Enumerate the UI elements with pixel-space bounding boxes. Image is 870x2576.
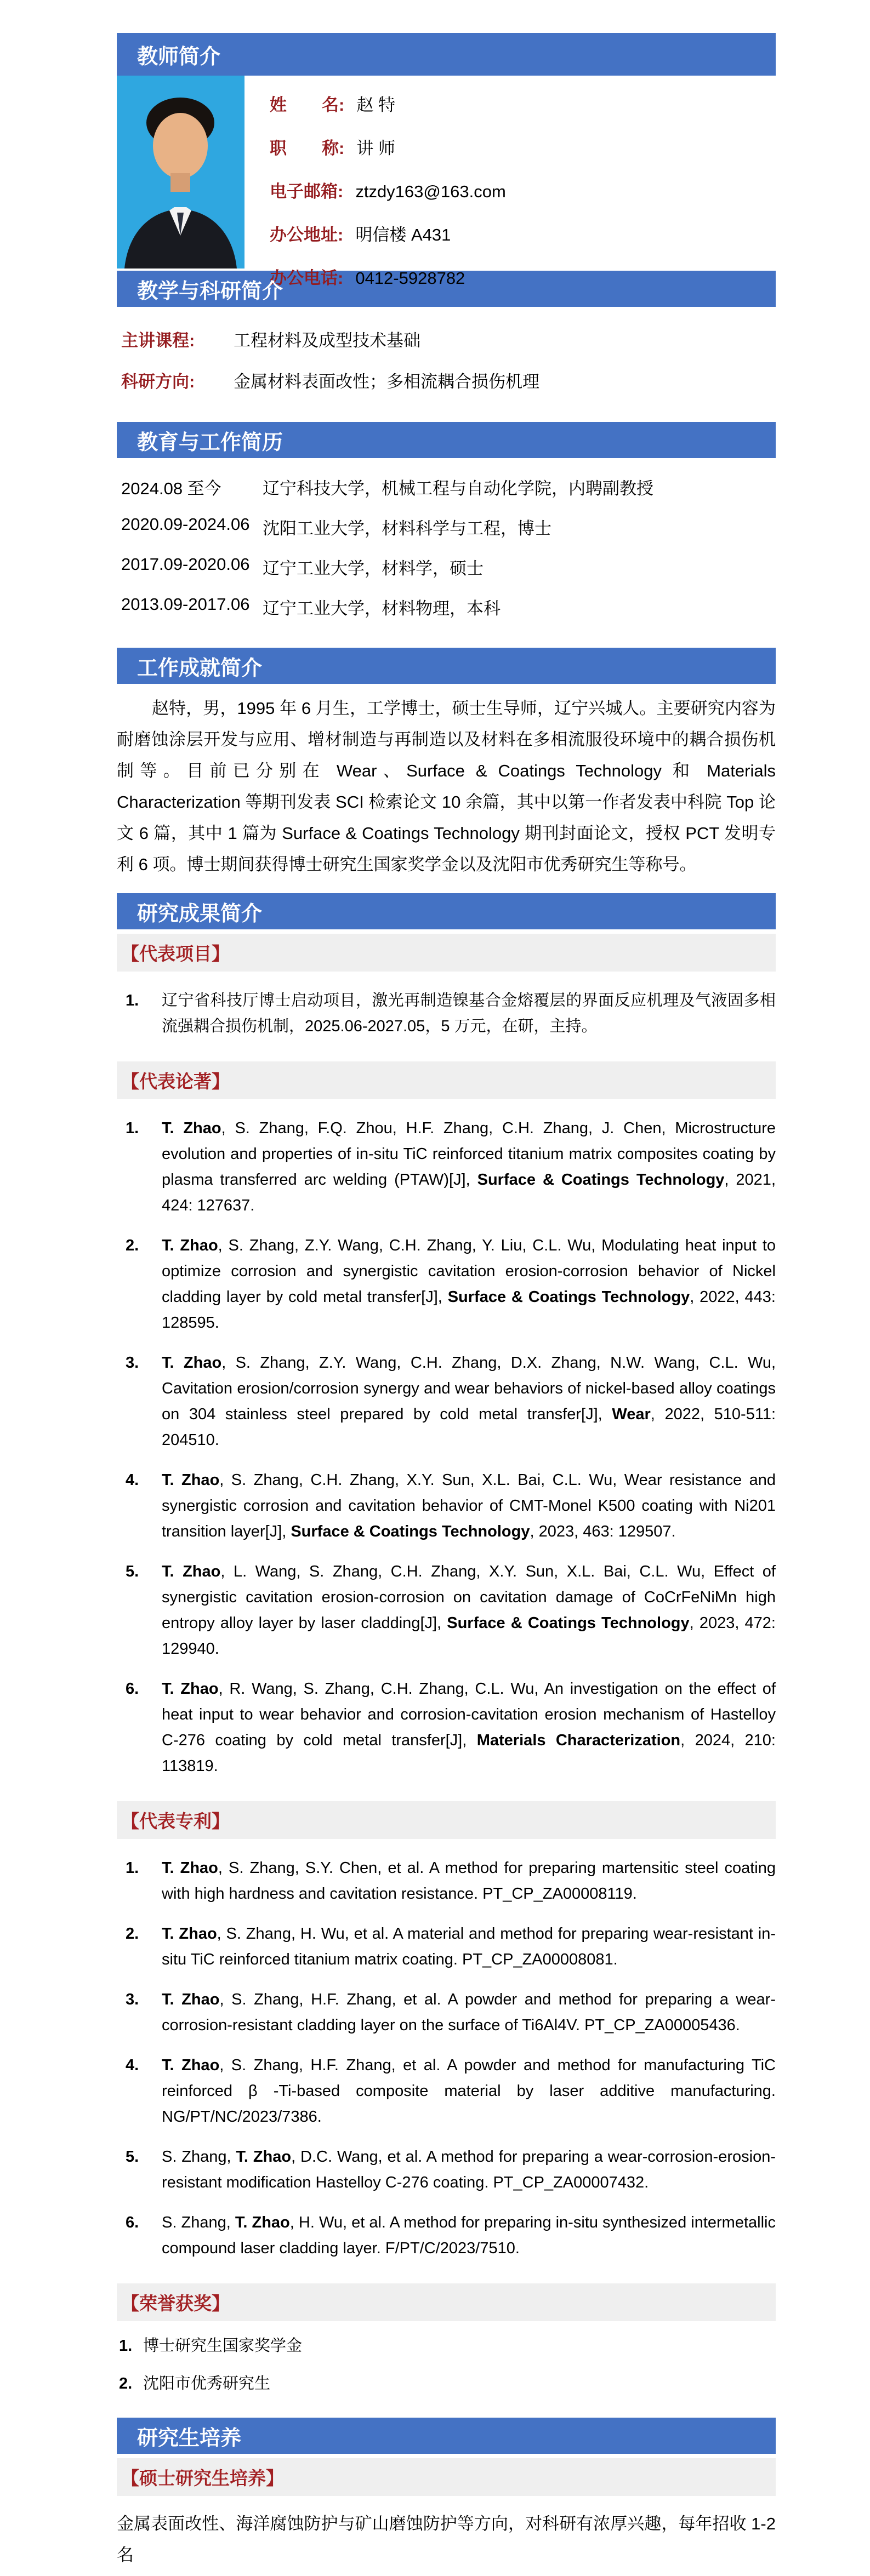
field-label: 办公地址	[270, 225, 338, 244]
item-number: 1.	[126, 1859, 139, 1877]
item-text: S. Zhang, T. Zhao, H. Wu, et al. A method for preparing in-situ synthesized intermetallic compound laser cladding layer. F/PT/C/2023/7510.	[162, 2214, 776, 2257]
field-value: 0412-5928782	[355, 269, 465, 288]
item-text: T. Zhao, S. Zhang, H.F. Zhang, et al. A powder and method for manufacturing TiC reinforced β -Ti-based composite material by laser additive manufacturing. NG/PT/NC/2023/7386.	[162, 2057, 776, 2126]
section-title: 研究生培养	[137, 2426, 242, 2450]
section-header-education-work	[117, 422, 776, 458]
teaching-row-research-direction	[121, 368, 776, 392]
field-email	[270, 178, 506, 202]
item-text: 辽宁省科技厅博士启动项目，激光再制造镍基合金熔覆层的界面反应机理及气液固多相流强耦合损伤机制，2025.06-2027.05，5 万元，在研，主持。	[162, 992, 776, 1035]
education-section	[117, 458, 776, 642]
subsection-title: 【代表专利】	[121, 1811, 230, 1831]
project-item	[117, 988, 776, 1039]
item-number: 3.	[126, 1991, 139, 2008]
section-header-graduate-training	[117, 2418, 776, 2454]
education-detail: 辽宁工业大学，材料学，硕士	[263, 559, 484, 578]
education-row	[121, 515, 776, 539]
row-label: 科研方向:	[121, 372, 195, 391]
item-text: T. Zhao, S. Zhang, Z.Y. Wang, C.H. Zhang, D.X. Zhang, N.W. Wang, C.L. Wu, Cavitation erosion/corrosion synergy and wear behaviors of nickel-based alloy coatings on 304 stainless steel prepared by cold metal transfer[J], Wear, 2022, 510-511: 204510.	[162, 1354, 776, 1449]
subsection-header-projects	[117, 934, 776, 972]
item-number: 5.	[126, 1563, 139, 1580]
field-colon: :	[338, 269, 344, 288]
education-period: 2024.08 至今	[121, 479, 221, 498]
item-text: T. Zhao, L. Wang, S. Zhang, C.H. Zhang, X.Y. Sun, X.L. Bai, C.L. Wu, Effect of synergistic cavitation erosion-corrosion on cavitation damage of CoCrFeNiMn high entropy alloy layer by laser cladding[J], Surface & Coatings Technology, 2023, 472: 129940.	[162, 1563, 776, 1658]
item-number: 2.	[126, 1925, 139, 1943]
item-text: T. Zhao, S. Zhang, F.Q. Zhou, H.F. Zhang, C.H. Zhang, J. Chen, Microstructure evolution and properties of in-situ TiC reinforced titanium matrix composites coating by plasma transferred arc welding (PTAW)[J], Surface & Coatings Technology, 2021, 424: 127637.	[162, 1119, 776, 1214]
teaching-row-courses	[121, 327, 776, 351]
item-number: 6.	[126, 2214, 139, 2231]
publication-item	[117, 1467, 776, 1545]
field-colon: :	[339, 95, 345, 115]
section-title: 教学与科研简介	[137, 279, 283, 303]
subsection-title: 【硕士研究生培养】	[121, 2468, 284, 2488]
subsection-title: 【代表项目】	[121, 944, 230, 964]
field-colon: :	[338, 225, 344, 244]
honor-item	[117, 2333, 776, 2359]
achievements-paragraph: 赵特，男，1995 年 6 月生，工学博士，硕士生导师，辽宁兴城人。主要研究内容为耐磨蚀涂层开发与应用、增材制造与再制造以及材料在多相流服役环境中的耦合损伤机制等。目前已分别在 Wear、Surface & Coatings Technology 和 Materials Characterization 等期刊发表 SCI 检索论文 10 余篇，其中以第一作者发表中科院 Top 论文 6 篇，其中 1 篇为 Surface & Coatings Technology 期刊封面论文，授权 PCT 发明专利 6 项。博士期间获得博士研究生国家奖学金以及沈阳市优秀研究生等称号。	[117, 699, 776, 874]
item-number: 5.	[126, 2148, 139, 2166]
item-number: 1.	[119, 2337, 133, 2355]
patents-list	[117, 1839, 776, 2279]
field-value: 讲 师	[356, 139, 395, 158]
section-header-research-results	[117, 893, 776, 929]
field-office-address	[270, 221, 506, 245]
subsection-header-honors	[117, 2283, 776, 2321]
field-colon: :	[338, 182, 344, 201]
field-value: 赵 特	[356, 95, 395, 115]
education-row	[121, 555, 776, 579]
section-title: 教师简介	[137, 45, 221, 68]
section-header-teacher-intro	[117, 33, 776, 76]
item-number: 6.	[126, 1680, 139, 1698]
field-value: ztzdy163@163.com	[355, 182, 506, 201]
field-office-phone	[270, 264, 506, 289]
patent-item	[117, 2210, 776, 2261]
education-period: 2020.09-2024.06	[121, 515, 250, 534]
row-value: 金属材料表面改性；多相流耦合损伤机理	[234, 372, 539, 391]
field-label: 职称	[270, 139, 339, 158]
item-number: 4.	[126, 1471, 139, 1489]
publication-item	[117, 1350, 776, 1453]
field-label: 电子邮箱	[270, 182, 338, 201]
education-row	[121, 595, 776, 619]
subsection-title: 【荣誉获奖】	[121, 2293, 230, 2314]
publication-item	[117, 1676, 776, 1779]
education-detail: 沈阳工业大学，材料科学与工程，博士	[263, 519, 551, 538]
education-detail: 辽宁科技大学，机械工程与自动化学院，内聘副教授	[263, 479, 653, 498]
item-number: 1.	[126, 992, 139, 1009]
field-label: 姓名	[270, 95, 339, 115]
education-period: 2017.09-2020.06	[121, 555, 250, 574]
subsection-header-patents	[117, 1801, 776, 1839]
master-training-paragraph: 金属表面改性、海洋腐蚀防护与矿山磨蚀防护等方向，对科研有浓厚兴趣，每年招收 1-2 名	[117, 2514, 776, 2564]
teaching-section	[117, 307, 776, 416]
education-row	[121, 475, 776, 499]
field-label: 办公电话	[270, 269, 338, 288]
patent-item	[117, 1855, 776, 1907]
faculty-profile-page	[117, 33, 776, 2571]
item-text: T. Zhao, R. Wang, S. Zhang, C.H. Zhang, C.L. Wu, An investigation on the effect of heat input to wear behavior and corrosion-cavitation erosion mechanism of Hastelloy C-276 coating by cold metal transfer[J], Materials Characterization, 2024, 210: 113819.	[162, 1680, 776, 1775]
education-period: 2013.09-2017.06	[121, 595, 250, 614]
item-text: T. Zhao, S. Zhang, C.H. Zhang, X.Y. Sun, X.L. Bai, C.L. Wu, Wear resistance and synergistic corrosion and cavitation behavior of CMT-Monel K500 coating with Ni201 transition layer[J], Surface & Coatings Technology, 2023, 463: 129507.	[162, 1471, 776, 1540]
publication-item	[117, 1116, 776, 1219]
publication-item	[117, 1233, 776, 1336]
projects-list	[117, 972, 776, 1057]
item-text: S. Zhang, T. Zhao, D.C. Wang, et al. A method for preparing a wear-corrosion-erosion-resistant modification Hastelloy C-276 coating. PT_CP_ZA00007432.	[162, 2148, 776, 2191]
section-header-achievements	[117, 648, 776, 684]
patent-item	[117, 1987, 776, 2038]
item-text: T. Zhao, S. Zhang, H. Wu, et al. A material and method for preparing wear-resistant in-situ TiC reinforced titanium matrix coating. PT_CP_ZA00008081.	[162, 1925, 776, 1968]
honors-list	[117, 2321, 776, 2412]
field-name	[270, 91, 506, 116]
portrait-image	[117, 76, 244, 269]
subsection-header-publications	[117, 1061, 776, 1099]
section-title: 研究成果简介	[137, 902, 263, 926]
item-number: 2.	[126, 1237, 139, 1254]
row-label: 主讲课程:	[121, 331, 195, 350]
publication-item	[117, 1559, 776, 1662]
profile-photo	[117, 76, 244, 269]
field-colon: :	[339, 139, 345, 158]
item-text: 沈阳市优秀研究生	[143, 2375, 271, 2392]
subsection-title: 【代表论著】	[121, 1071, 230, 1092]
item-text: T. Zhao, S. Zhang, Z.Y. Wang, C.H. Zhang, Y. Liu, C.L. Wu, Modulating heat input to optimize corrosion and synergistic cavitation erosion-corrosion behavior of Nickel cladding layer by cold metal transfer[J], Surface & Coatings Technology, 2022, 443: 128595.	[162, 1237, 776, 1332]
patent-item	[117, 2144, 776, 2196]
profile-info	[270, 76, 506, 288]
item-text: T. Zhao, S. Zhang, H.F. Zhang, et al. A powder and method for preparing a wear-corrosion-resistant cladding layer on the surface of Ti6Al4V. PT_CP_ZA00005436.	[162, 1991, 776, 2034]
subsection-header-master-training	[117, 2458, 776, 2496]
item-number: 3.	[126, 1354, 139, 1372]
field-value: 明信楼 A431	[355, 225, 451, 244]
item-number: 4.	[126, 2057, 139, 2074]
item-text: 博士研究生国家奖学金	[143, 2337, 303, 2355]
patent-item	[117, 1921, 776, 1973]
item-number: 2.	[119, 2375, 133, 2392]
section-title: 教育与工作简历	[137, 431, 283, 454]
item-number: 1.	[126, 1119, 139, 1137]
patent-item	[117, 2053, 776, 2130]
field-title	[270, 134, 506, 159]
publications-list	[117, 1099, 776, 1797]
item-text: T. Zhao, S. Zhang, S.Y. Chen, et al. A method for preparing martensitic steel coating with high hardness and cavitation resistance. PT_CP_ZA00008119.	[162, 1859, 776, 1903]
honor-item	[117, 2371, 776, 2397]
education-detail: 辽宁工业大学，材料物理，本科	[263, 599, 501, 618]
row-value: 工程材料及成型技术基础	[234, 331, 420, 350]
section-title: 工作成就简介	[137, 656, 263, 680]
profile-section	[117, 76, 776, 288]
